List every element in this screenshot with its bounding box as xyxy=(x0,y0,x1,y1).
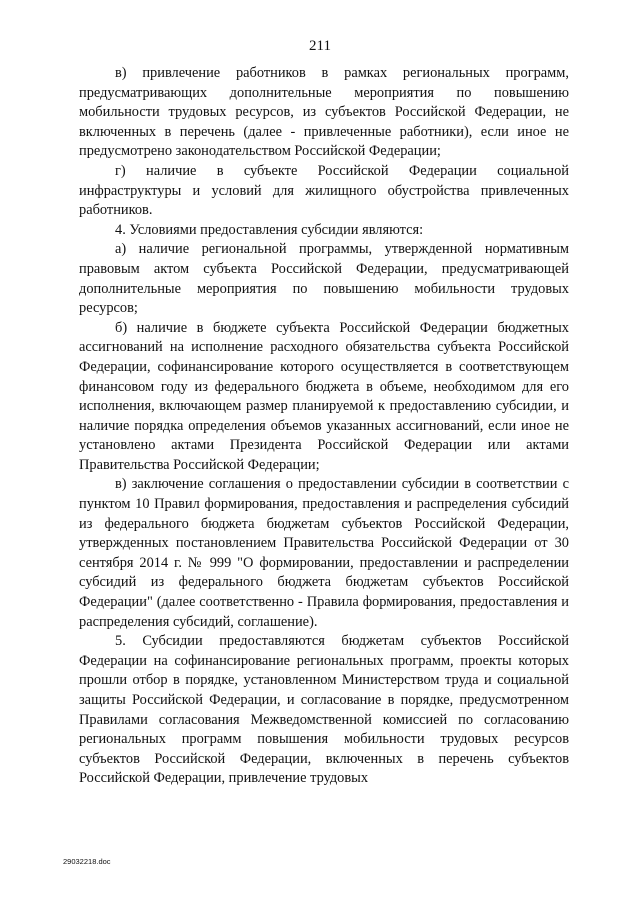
paragraph-v-attracting-workers: в) привлечение работников в рамках региональных программ, предусматривающих дополнительные мероприятия по повышению мобильности трудовых ресурсов, из субъектов Российской Федерации, не включенных в перечень (далее - привлеченные работники), если иное не предусмотрено законодательством Российской Федерации; xyxy=(79,65,569,160)
paragraph-g-infrastructure: г) наличие в субъекте Российской Федерации социальной инфраструктуры и условий для жилищного обустройства привлеченных работников. xyxy=(79,162,569,219)
paragraph-b-budget-allocations: б) наличие в бюджете субъекта Российской Федерации бюджетных ассигнований на исполнение расходного обязательства субъекта Российской Федерации, софинансирование которого осуществляется в соответствующем финансовом году из федерального бюджета в объеме, необходимом для его исполнения, включающем размер планируемой к предоставлению субсидии, и наличие порядка определения объемов указанных ассигнований, если иное не установлено актами Президента Российской Федерации или актами Правительства Российской Федерации; xyxy=(79,319,569,473)
paragraph-5-subsidies-provided: 5. Субсидии предоставляются бюджетам субъектов Российской Федерации на софинансирование региональных программ, проекты которых прошли отбор в порядке, установленном Министерством труда и социальной защиты Российской Федерации, и согласование в порядке, предусмотренном Правилами согласования Межведомственной комиссией по согласованию региональных программ повышения мобильности трудовых ресурсов субъектов Российской Федерации, включенных в перечень субъектов Российской Федерации, привлечение трудовых xyxy=(79,633,569,787)
paragraph-a-regional-program: а) наличие региональной программы, утвержденной нормативным правовым актом субъекта Российской Федерации, предусматривающей дополнительные мероприятия по повышению мобильности трудовых ресурсов; xyxy=(79,241,569,317)
paragraph-4-subsidy-conditions: 4. Условиями предоставления субсидии являются: xyxy=(115,221,424,238)
document-body xyxy=(79,64,569,789)
paragraph-v-agreement: в) заключение соглашения о предоставлении субсидии в соответствии с пунктом 10 Правил формирования, предоставления и распределения субсидий из федерального бюджета бюджетам субъектов Российской Федерации, утвержденных постановлением Правительства Российской Федерации от 30 сентября 2014 г. № 999 "О формировании, предоставлении и распределении субсидий из федерального бюджета бюджетам субъектов Российской Федерации" (далее соответственно - Правила формирования, предоставления и распределения субсидий, соглашение). xyxy=(79,476,569,630)
page-number: 211 xyxy=(309,38,331,54)
footer-filename: 29032218.doc xyxy=(63,857,111,866)
